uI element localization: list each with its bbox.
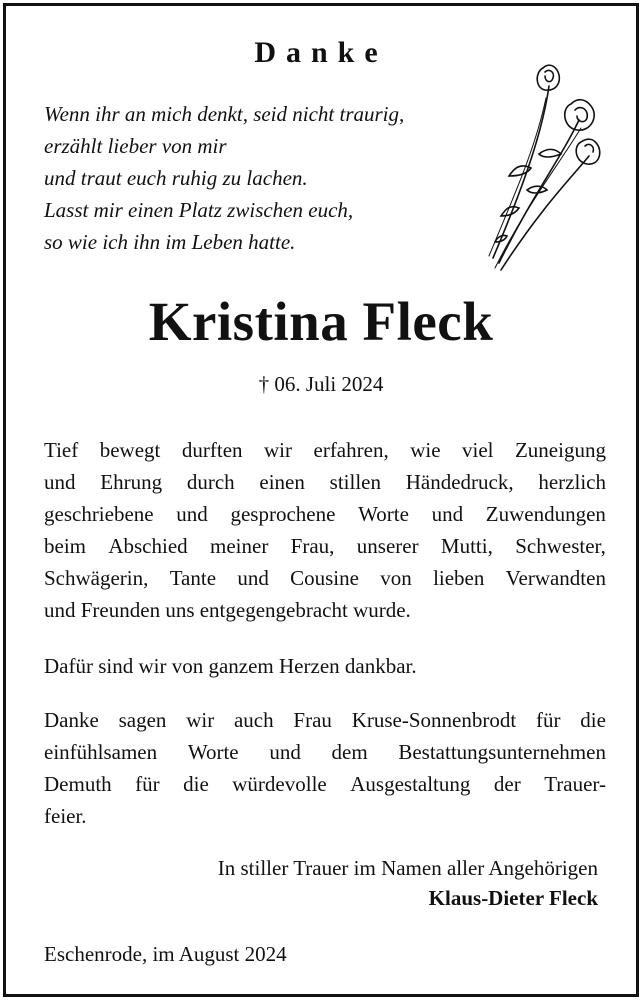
word: Worte	[187, 740, 239, 764]
word: Schwester,	[515, 534, 606, 558]
paragraph-line	[44, 466, 606, 498]
notice-heading: Danke	[254, 36, 388, 69]
word: Cousine	[290, 566, 359, 590]
paragraph-line	[44, 768, 606, 800]
paragraph-line: Dafür sind wir von ganzem Herzen dankbar.	[44, 654, 417, 678]
word: auch	[233, 708, 274, 732]
word: für	[535, 708, 561, 732]
paragraph-line	[44, 562, 606, 594]
word: geschriebene	[44, 502, 154, 526]
word: Ausgestaltung	[350, 772, 471, 796]
word: gesprochene	[230, 502, 336, 526]
poem-line: Wenn ihr an mich denkt, seid nicht traurig,	[44, 102, 405, 126]
obituary-notice	[3, 3, 639, 997]
word: durch	[186, 470, 235, 494]
word: wir	[186, 708, 215, 732]
word: Frau,	[290, 534, 335, 558]
word: viel	[462, 438, 494, 462]
word: Trauer-	[544, 772, 606, 796]
word: Bestattungsunternehmen	[398, 740, 606, 764]
word: sagen	[118, 708, 167, 732]
poem-line: Lasst mir einen Platz zwischen euch,	[44, 198, 354, 222]
word: herzlich	[538, 470, 606, 494]
word: durften	[181, 438, 243, 462]
word: unserer	[356, 534, 419, 558]
word: und	[176, 502, 208, 526]
signer-name: Klaus-Dieter Fleck	[428, 886, 598, 910]
paragraph-line: feier.	[44, 804, 87, 828]
word: stillen	[329, 470, 381, 494]
paragraph-line	[44, 736, 606, 768]
word: für	[135, 772, 160, 796]
word: und	[431, 502, 464, 526]
paragraph-line	[44, 704, 606, 736]
deceased-name: Kristina Fleck	[148, 291, 494, 352]
word: und	[44, 470, 76, 494]
paragraph-line	[44, 498, 606, 530]
word: Händedruck,	[405, 470, 514, 494]
word: und	[237, 566, 269, 590]
word: dem	[331, 740, 368, 764]
paragraph-line	[44, 530, 606, 562]
roses-illustration-icon	[431, 58, 611, 278]
paragraph-line: und Freunden uns entgegengebracht wurde.	[44, 598, 411, 622]
word: von	[380, 566, 412, 590]
signature-line: In stiller Trauer im Namen aller Angehörigen	[217, 856, 598, 880]
word: einen	[259, 470, 305, 494]
acknowledgement-paragraph	[44, 704, 606, 832]
word: Abschied	[108, 534, 188, 558]
death-date: † 06. Juli 2024	[258, 372, 384, 396]
word: der	[493, 772, 521, 796]
poem-line: und traut euch ruhig zu lachen.	[44, 166, 308, 190]
poem	[44, 98, 484, 258]
word: Verwandten	[505, 566, 606, 590]
word: Worte	[358, 502, 409, 526]
thanks-paragraph	[44, 434, 606, 626]
word: und	[269, 740, 301, 764]
word: Demuth	[44, 772, 112, 796]
word: erfahren,	[313, 438, 389, 462]
word: einfühlsamen	[44, 740, 158, 764]
word: Kruse-Sonnenbrodt	[351, 708, 517, 732]
gratitude-paragraph	[44, 650, 606, 682]
word: Frau	[293, 708, 332, 732]
word: meiner	[210, 534, 269, 558]
word: Zuwendungen	[485, 502, 606, 526]
word: Tief	[44, 438, 79, 462]
word: beim	[44, 534, 86, 558]
place-date: Eschenrode, im August 2024	[44, 942, 287, 966]
word: Ehrung	[100, 470, 163, 494]
poem-line: erzählt lieber von mir	[44, 134, 227, 158]
word: Schwägerin,	[44, 566, 149, 590]
poem-line: so wie ich ihn im Leben hatte.	[44, 230, 296, 254]
word: bewegt	[99, 438, 161, 462]
word: die	[183, 772, 209, 796]
word: die	[580, 708, 606, 732]
word: würdevolle	[232, 772, 327, 796]
word: Danke	[44, 708, 99, 732]
word: wie	[410, 438, 441, 462]
word: lieben	[433, 566, 485, 590]
word: wir	[264, 438, 293, 462]
word: Tante	[169, 566, 217, 590]
word: Zuneigung	[514, 438, 606, 462]
word: Mutti,	[440, 534, 493, 558]
paragraph-line	[44, 434, 606, 466]
